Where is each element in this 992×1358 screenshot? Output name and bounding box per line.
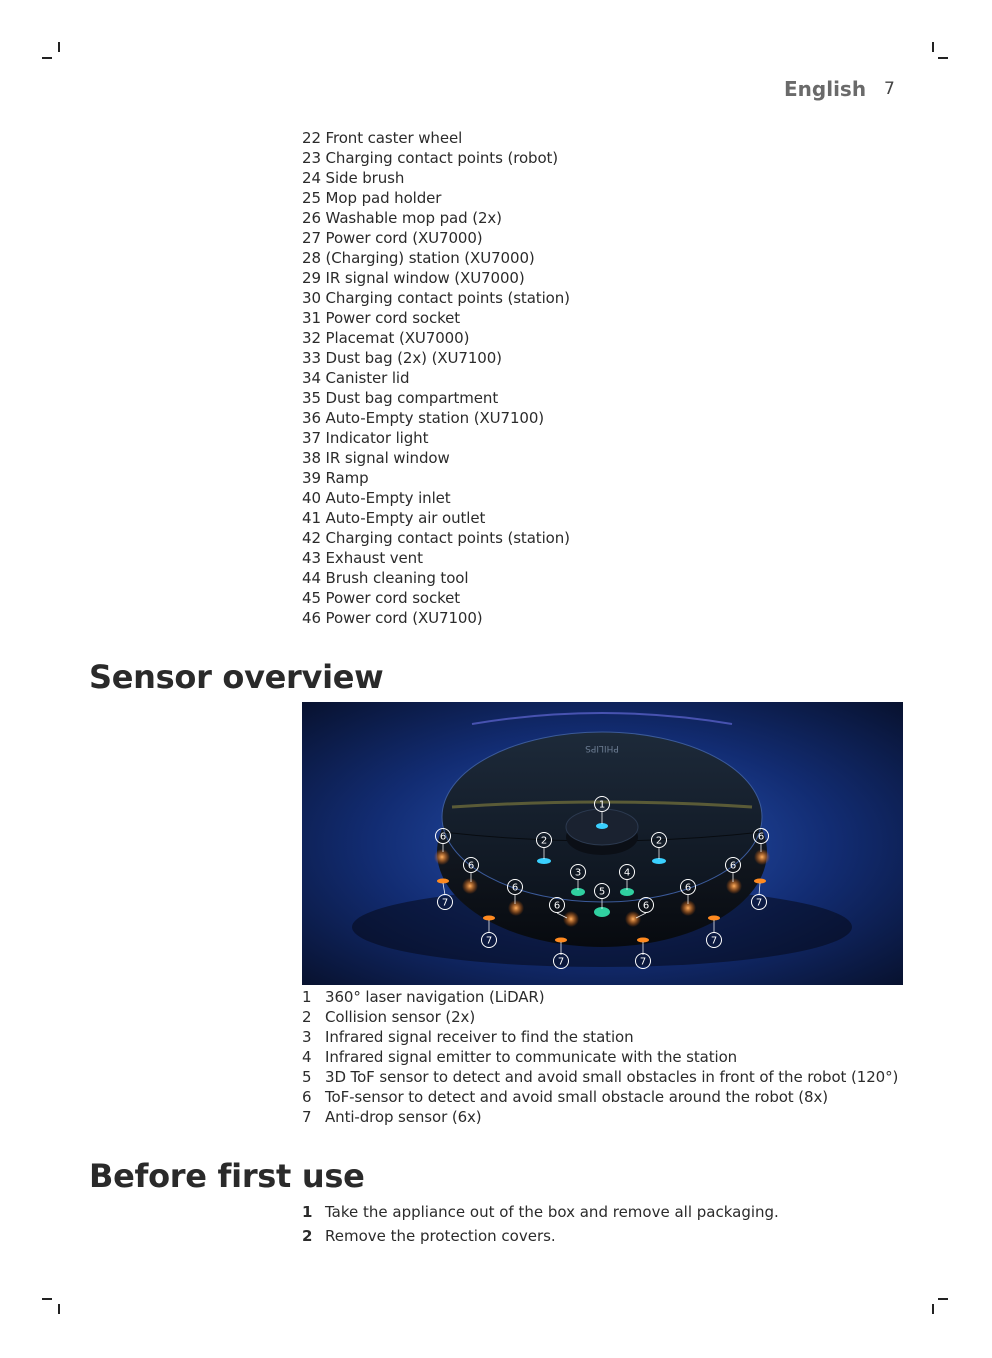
parts-list xyxy=(302,128,570,628)
part-item: 40 Auto-Empty inlet xyxy=(302,489,451,507)
part-item: 24 Side brush xyxy=(302,169,405,187)
sensor-item-number: 4 xyxy=(302,1048,312,1066)
part-item: 29 IR signal window (XU7000) xyxy=(302,269,525,287)
step-number: 1 xyxy=(302,1203,313,1221)
part-item: 38 IR signal window xyxy=(302,449,450,467)
part-item: 26 Washable mop pad (2x) xyxy=(302,209,502,227)
sensor-item-text: Infrared signal emitter to communicate with the station xyxy=(325,1048,738,1066)
callout-label: 7 xyxy=(755,897,763,909)
callout-label: 6 xyxy=(553,900,561,912)
part-item: 41 Auto-Empty air outlet xyxy=(302,509,486,527)
sensor-item-number: 3 xyxy=(302,1028,312,1046)
callout-label: 6 xyxy=(729,860,737,872)
callout-label: 3 xyxy=(574,867,582,879)
steps-list xyxy=(302,1200,779,1248)
sensor-overview-heading: Sensor overview xyxy=(89,658,384,696)
before-first-use-heading: Before first use xyxy=(89,1157,365,1195)
sensor-item xyxy=(302,1047,898,1067)
part-item: 33 Dust bag (2x) (XU7100) xyxy=(302,349,502,367)
callout-label: 6 xyxy=(642,900,650,912)
callout-label: 5 xyxy=(598,886,606,898)
part-item: 36 Auto-Empty station (XU7100) xyxy=(302,409,545,427)
callout-label: 7 xyxy=(485,935,493,947)
part-item: 35 Dust bag compartment xyxy=(302,389,499,407)
sensor-item-text: Collision sensor (2x) xyxy=(325,1008,476,1026)
callout-label: 6 xyxy=(439,831,447,843)
sensor-item-number: 2 xyxy=(302,1008,312,1026)
sensor-item-text: Infrared signal receiver to find the station xyxy=(325,1028,634,1046)
crop-mark xyxy=(938,57,948,59)
sensor-item-text: 3D ToF sensor to detect and avoid small obstacles in front of the robot (120°) xyxy=(325,1068,899,1086)
step-item xyxy=(302,1200,779,1224)
callout-label: 7 xyxy=(557,956,565,968)
step-item xyxy=(302,1224,779,1248)
part-item: 22 Front caster wheel xyxy=(302,129,463,147)
callout-label: 7 xyxy=(441,897,449,909)
crop-mark xyxy=(938,1298,948,1300)
part-item: 42 Charging contact points (station) xyxy=(302,529,570,547)
step-text: Take the appliance out of the box and remove all packaging. xyxy=(325,1203,779,1221)
callout-label: 6 xyxy=(757,831,765,843)
callout-label: 2 xyxy=(540,835,548,847)
sensor-item-number: 5 xyxy=(302,1068,312,1086)
sensor-item xyxy=(302,1027,898,1047)
callout-label: 6 xyxy=(684,882,692,894)
part-item: 44 Brush cleaning tool xyxy=(302,569,469,587)
sensor-item-text: Anti-drop sensor (6x) xyxy=(325,1108,482,1126)
part-item: 25 Mop pad holder xyxy=(302,189,442,207)
callout-label: 6 xyxy=(467,860,475,872)
sensor-list xyxy=(302,987,898,1127)
part-item: 45 Power cord socket xyxy=(302,589,461,607)
brand-logo: PHILIPS xyxy=(585,743,619,753)
sensor-item-number: 6 xyxy=(302,1088,312,1106)
sensor-overview-image xyxy=(302,702,903,985)
part-item: 37 Indicator light xyxy=(302,429,429,447)
step-number: 2 xyxy=(302,1227,313,1245)
sensor-item xyxy=(302,1007,898,1027)
page-language: English xyxy=(784,77,867,101)
crop-mark xyxy=(932,1304,934,1314)
sensor-item-text: ToF-sensor to detect and avoid small obstacle around the robot (8x) xyxy=(325,1088,828,1106)
sensor-item-number: 1 xyxy=(302,988,312,1006)
crop-mark xyxy=(58,1304,60,1314)
sensor-item xyxy=(302,1067,898,1087)
callout-label: 4 xyxy=(623,867,631,879)
part-item: 32 Placemat (XU7000) xyxy=(302,329,470,347)
crop-mark xyxy=(42,1298,52,1300)
part-item: 43 Exhaust vent xyxy=(302,549,423,567)
part-item: 30 Charging contact points (station) xyxy=(302,289,570,307)
part-item: 27 Power cord (XU7000) xyxy=(302,229,483,247)
crop-mark xyxy=(58,42,60,52)
sensor-item-text: 360° laser navigation (LiDAR) xyxy=(325,988,545,1006)
callout-label: 2 xyxy=(655,835,663,847)
page-number: 7 xyxy=(884,79,895,99)
crop-mark xyxy=(932,42,934,52)
part-item: 23 Charging contact points (robot) xyxy=(302,149,559,167)
part-item: 28 (Charging) station (XU7000) xyxy=(302,249,535,267)
part-item: 31 Power cord socket xyxy=(302,309,461,327)
part-item: 34 Canister lid xyxy=(302,369,410,387)
callout-label: 7 xyxy=(710,935,718,947)
sensor-item-number: 7 xyxy=(302,1108,312,1126)
part-item: 39 Ramp xyxy=(302,469,369,487)
sensor-item xyxy=(302,1107,898,1127)
callout-label: 7 xyxy=(639,956,647,968)
part-item: 46 Power cord (XU7100) xyxy=(302,609,483,627)
crop-mark xyxy=(42,57,52,59)
step-text: Remove the protection covers. xyxy=(325,1227,556,1245)
callout-label: 1 xyxy=(598,799,606,811)
callout-label: 6 xyxy=(511,882,519,894)
sensor-item xyxy=(302,987,898,1007)
sensor-item xyxy=(302,1087,898,1107)
